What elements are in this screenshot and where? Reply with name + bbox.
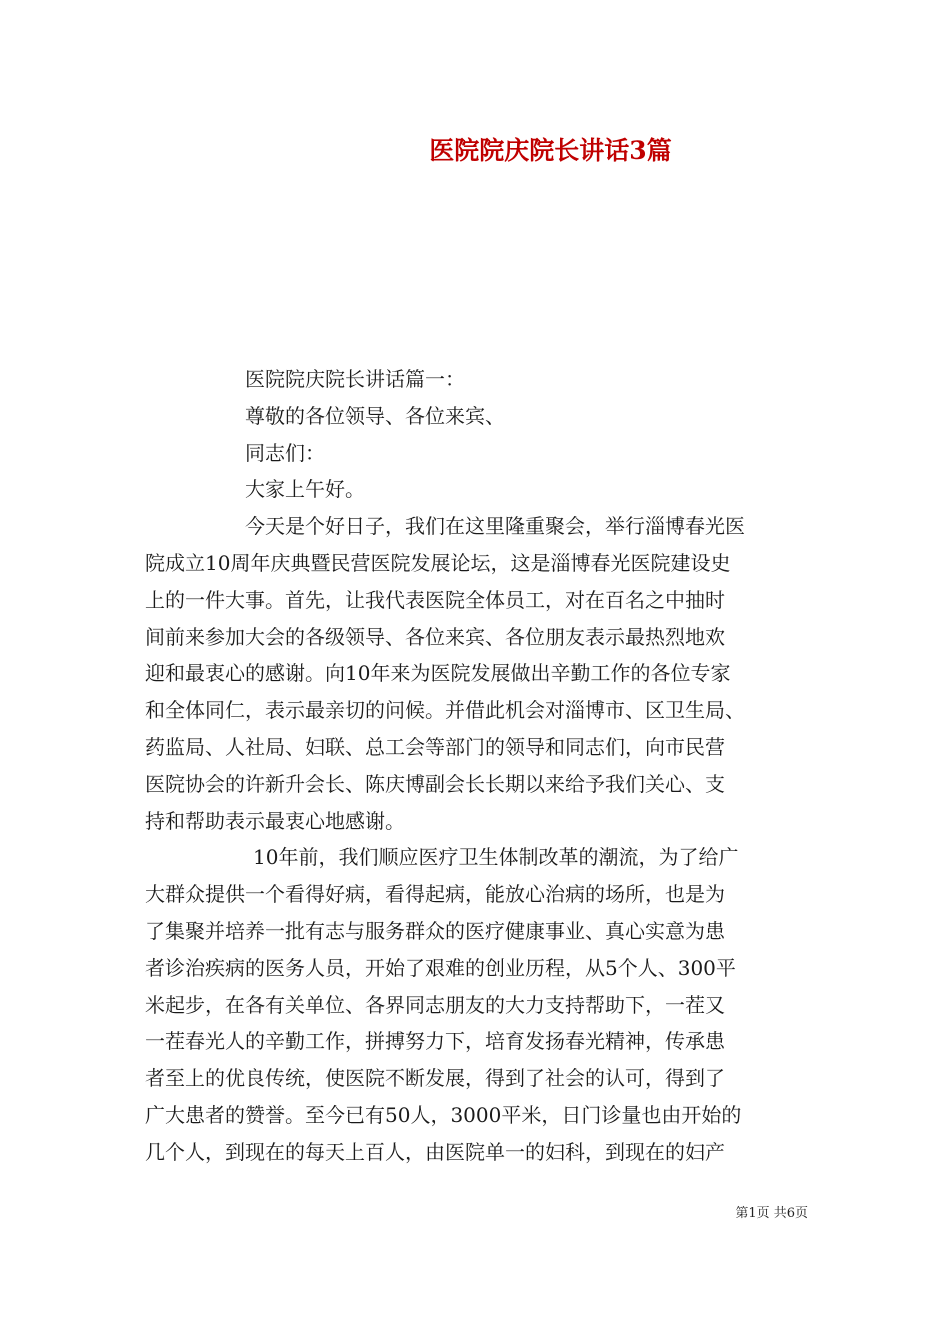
salutation-line: 同志们： <box>245 440 325 465</box>
paragraph-line: 持和帮助表示最衷心地感谢。 <box>145 808 405 833</box>
paragraph-line: 10年前，我们顺应医疗卫生体制改革的潮流，为了给广 <box>253 845 739 870</box>
section-heading: 医院院庆院长讲话篇一： <box>245 367 465 391</box>
paragraph-line: 院成立10周年庆典暨民营医院发展论坛，这是淄博春光医院建设史 <box>145 550 731 575</box>
document-body <box>145 361 810 1171</box>
paragraph-line: 间前来参加大会的各级领导、各位来宾、各位朋友表示最热烈地欢 <box>145 624 725 649</box>
paragraph-line: 今天是个好日子，我们在这里隆重聚会，举行淄博春光医 <box>245 514 745 539</box>
paragraph-line: 者至上的优良传统，使医院不断发展，得到了社会的认可，得到了 <box>145 1066 725 1091</box>
paragraph-line: 大群众提供一个看得好病，看得起病，能放心治病的场所，也是为 <box>145 882 725 907</box>
paragraph-line: 药监局、人社局、妇联、总工会等部门的领导和同志们，向市民营 <box>145 734 725 759</box>
paragraph-line: 了集聚并培养一批有志与服务群众的医疗健康事业、真心实意为患 <box>145 918 725 943</box>
greeting-line: 大家上午好。 <box>245 477 365 502</box>
paragraph-line: 上的一件大事。首先，让我代表医院全体员工，对在百名之中抽时 <box>145 587 725 612</box>
page-title: 医院院庆院长讲话3篇 <box>429 136 672 165</box>
paragraph-line: 几个人，到现在的每天上百人，由医院单一的妇科，到现在的妇产 <box>145 1139 725 1164</box>
paragraph-line: 者诊治疾病的医务人员，开始了艰难的创业历程，从5个人、300平 <box>145 955 736 980</box>
paragraph-line: 迎和最衷心的感谢。向10年来为医院发展做出辛勤工作的各位专家 <box>145 661 731 686</box>
paragraph-line: 医院协会的许新升会长、陈庆博副会长长期以来给予我们关心、支 <box>145 771 725 796</box>
paragraph-line: 米起步，在各有关单位、各界同志朋友的大力支持帮助下，一茬又 <box>145 992 725 1017</box>
paragraph-line: 和全体同仁，表示最亲切的问候。并借此机会对淄博市、区卫生局、 <box>145 698 745 723</box>
salutation-line: 尊敬的各位领导、各位来宾、 <box>245 403 505 428</box>
paragraph-line: 广大患者的赞誉。至今已有50人，3000平米，日门诊量也由开始的 <box>145 1102 742 1127</box>
paragraph-line: 一茬春光人的辛勤工作，拼搏努力下，培育发扬春光精神，传承患 <box>145 1029 725 1054</box>
page-number-footer: 第1页 共6页 <box>735 1206 808 1221</box>
